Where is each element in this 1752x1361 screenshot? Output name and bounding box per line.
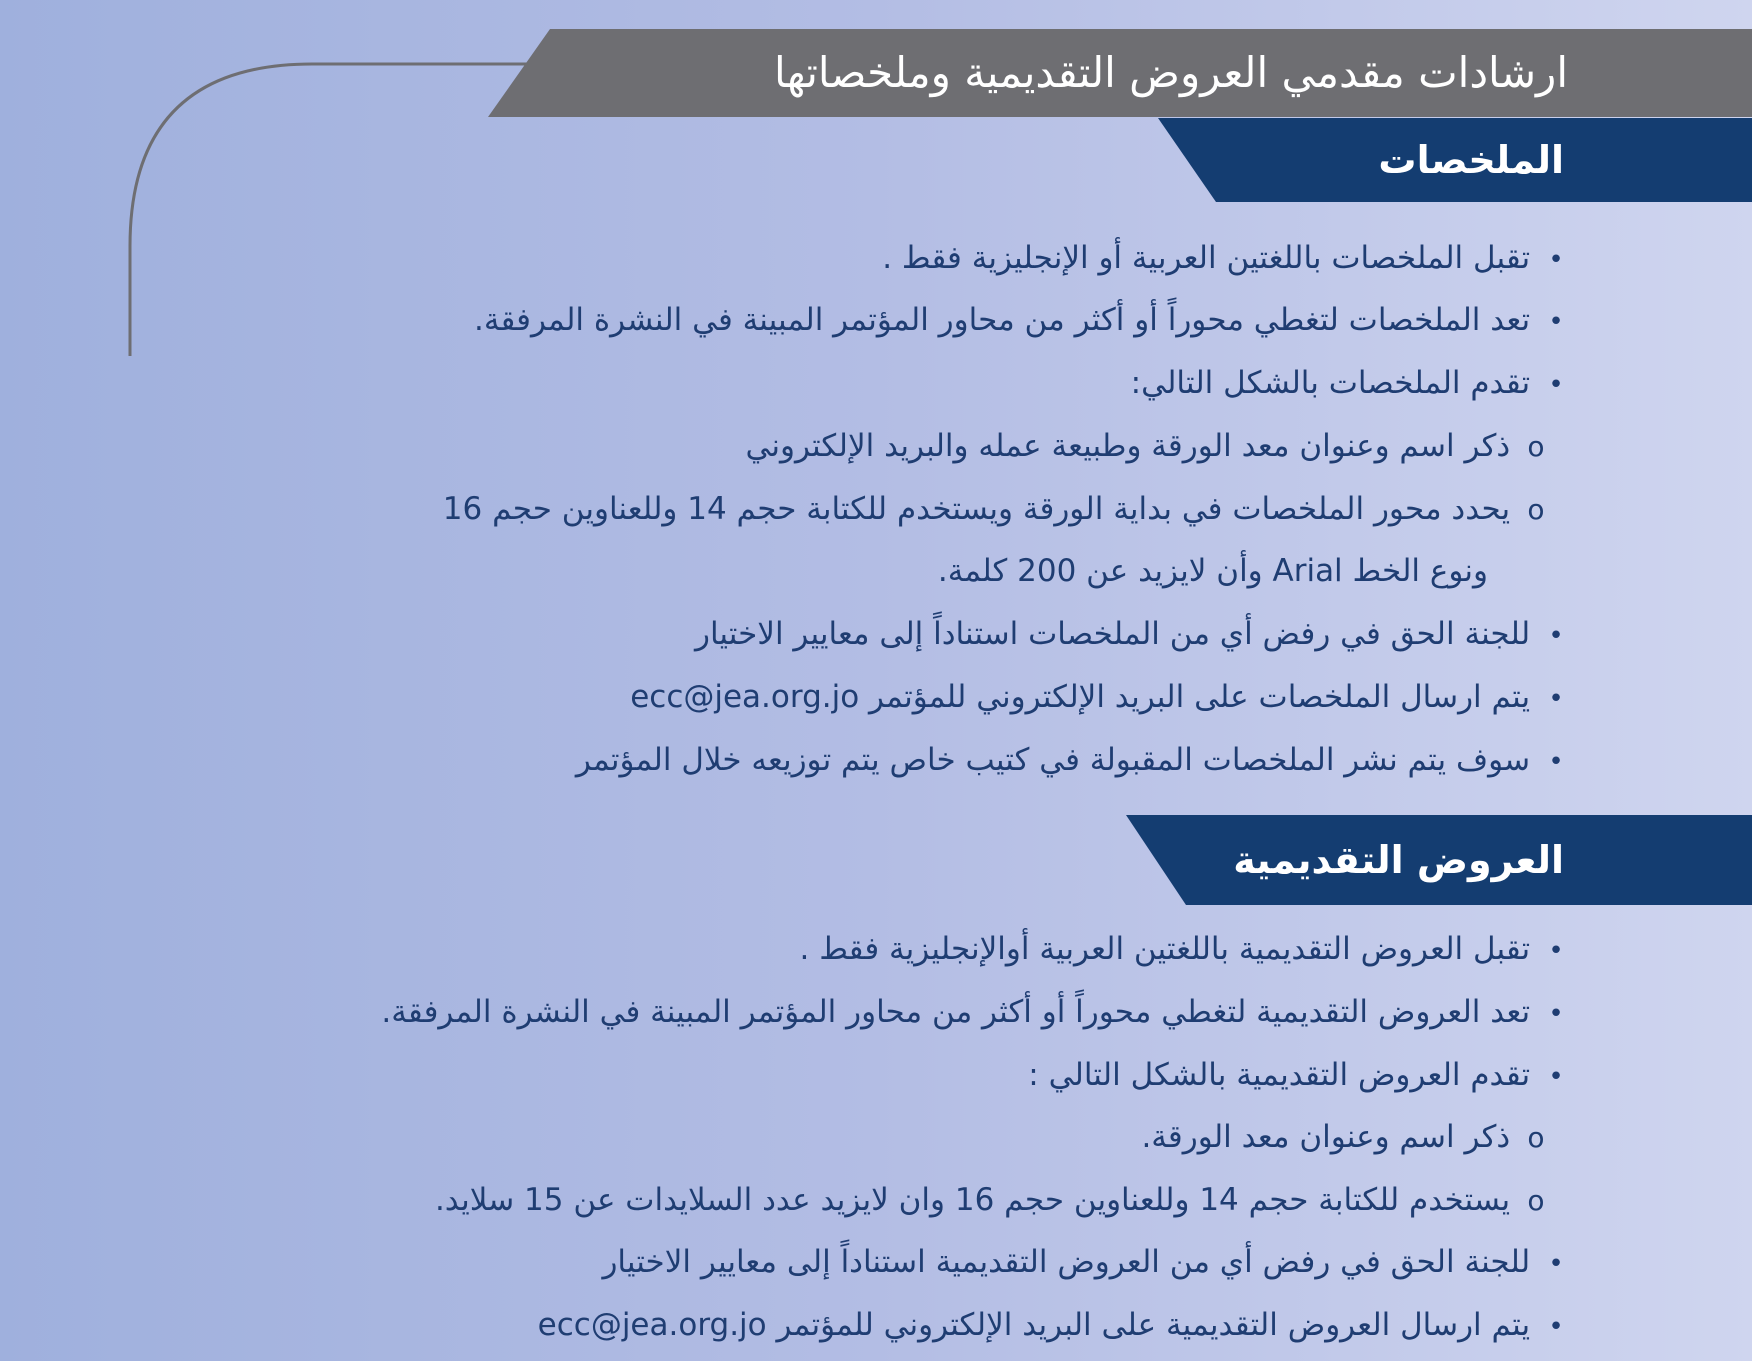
bullet-icon: • xyxy=(1548,1249,1564,1279)
page-title: ارشادات مقدمي العروض التقديمية وملخصاتها xyxy=(774,48,1568,97)
list-item xyxy=(576,730,1572,790)
list-item xyxy=(381,982,1572,1042)
list-item-text: للجنة الحق في رفض أي من العروض التقديمية استناداً إلى معايير الاختيار xyxy=(602,1244,1531,1280)
list-item xyxy=(882,228,1572,288)
bullet-icon: • xyxy=(1548,747,1564,777)
circle-bullet-icon: o xyxy=(1527,493,1545,526)
section-heading-presentations: العروض التقديمية xyxy=(1233,838,1564,882)
list-item xyxy=(695,604,1572,664)
list-item-continuation xyxy=(938,541,1488,601)
list-item-text: يتم ارسال الملخصات على البريد الإلكتروني للمؤتمر ecc@jea.org.jo xyxy=(630,679,1531,715)
list-item-text: تقبل الملخصات باللغتين العربية أو الإنجليزية فقط . xyxy=(882,240,1531,276)
list-item-text: يتم ارسال العروض التقديمية على البريد الإلكتروني للمؤتمر ecc@jea.org.jo xyxy=(537,1307,1531,1343)
sub-list-item xyxy=(443,479,1552,539)
list-item xyxy=(630,667,1572,727)
section-heading-abstracts: الملخصات xyxy=(1378,138,1564,182)
list-item xyxy=(800,919,1572,979)
circle-bullet-icon: o xyxy=(1527,1121,1545,1154)
list-item xyxy=(602,1232,1572,1292)
list-item-text: ذكر اسم وعنوان معد الورقة وطبيعة عمله والبريد الإلكتروني xyxy=(745,428,1511,464)
list-item-text: تقدم العروض التقديمية بالشكل التالي : xyxy=(1028,1057,1531,1093)
bullet-icon: • xyxy=(1548,999,1564,1029)
list-item-text: تقبل العروض التقديمية باللغتين العربية أوالإنجليزية فقط . xyxy=(799,931,1531,967)
bullet-icon: • xyxy=(1548,1062,1564,1092)
list-item-text: يحدد محور الملخصات في بداية الورقة ويستخدم للكتابة حجم 14 وللعناوين حجم 16 xyxy=(442,491,1511,527)
sub-list-item xyxy=(746,416,1552,476)
list-item-text: للجنة الحق في رفض أي من الملخصات استناداً إلى معايير الاختيار xyxy=(694,616,1531,652)
sub-list-item xyxy=(435,1170,1552,1230)
list-item xyxy=(474,290,1572,350)
bullet-icon: • xyxy=(1548,1312,1564,1342)
list-item xyxy=(1131,353,1572,413)
list-item-text: تعد العروض التقديمية لتغطي محوراً أو أكثر من محاور المؤتمر المبينة في النشرة المرفقة. xyxy=(381,994,1531,1030)
list-item-text: سوف يتم نشر الملخصات المقبولة في كتيب خاص يتم توزيعه خلال المؤتمر xyxy=(575,742,1531,778)
list-item-text: ونوع الخط Arial وأن لايزيد عن 200 كلمة. xyxy=(937,553,1488,589)
bullet-icon: • xyxy=(1548,245,1564,275)
bullet-icon: • xyxy=(1548,684,1564,714)
bullet-icon: • xyxy=(1548,370,1564,400)
list-item xyxy=(1028,1045,1572,1105)
circle-bullet-icon: o xyxy=(1527,1184,1545,1217)
circle-bullet-icon: o xyxy=(1527,430,1545,463)
bullet-icon: • xyxy=(1548,307,1564,337)
bullet-icon: • xyxy=(1548,621,1564,651)
list-item-text: ذكر اسم وعنوان معد الورقة. xyxy=(1141,1119,1511,1155)
list-item-text: يستخدم للكتابة حجم 14 وللعناوين حجم 16 وان لايزيد عدد السلايدات عن 15 سلايد. xyxy=(434,1182,1511,1218)
list-item-text: تعد الملخصات لتغطي محوراً أو أكثر من محاور المؤتمر المبينة في النشرة المرفقة. xyxy=(473,302,1531,338)
list-item xyxy=(538,1295,1572,1355)
bullet-icon: • xyxy=(1548,936,1564,966)
list-item-text: تقدم الملخصات بالشكل التالي: xyxy=(1130,365,1531,401)
sub-list-item xyxy=(1141,1107,1552,1167)
